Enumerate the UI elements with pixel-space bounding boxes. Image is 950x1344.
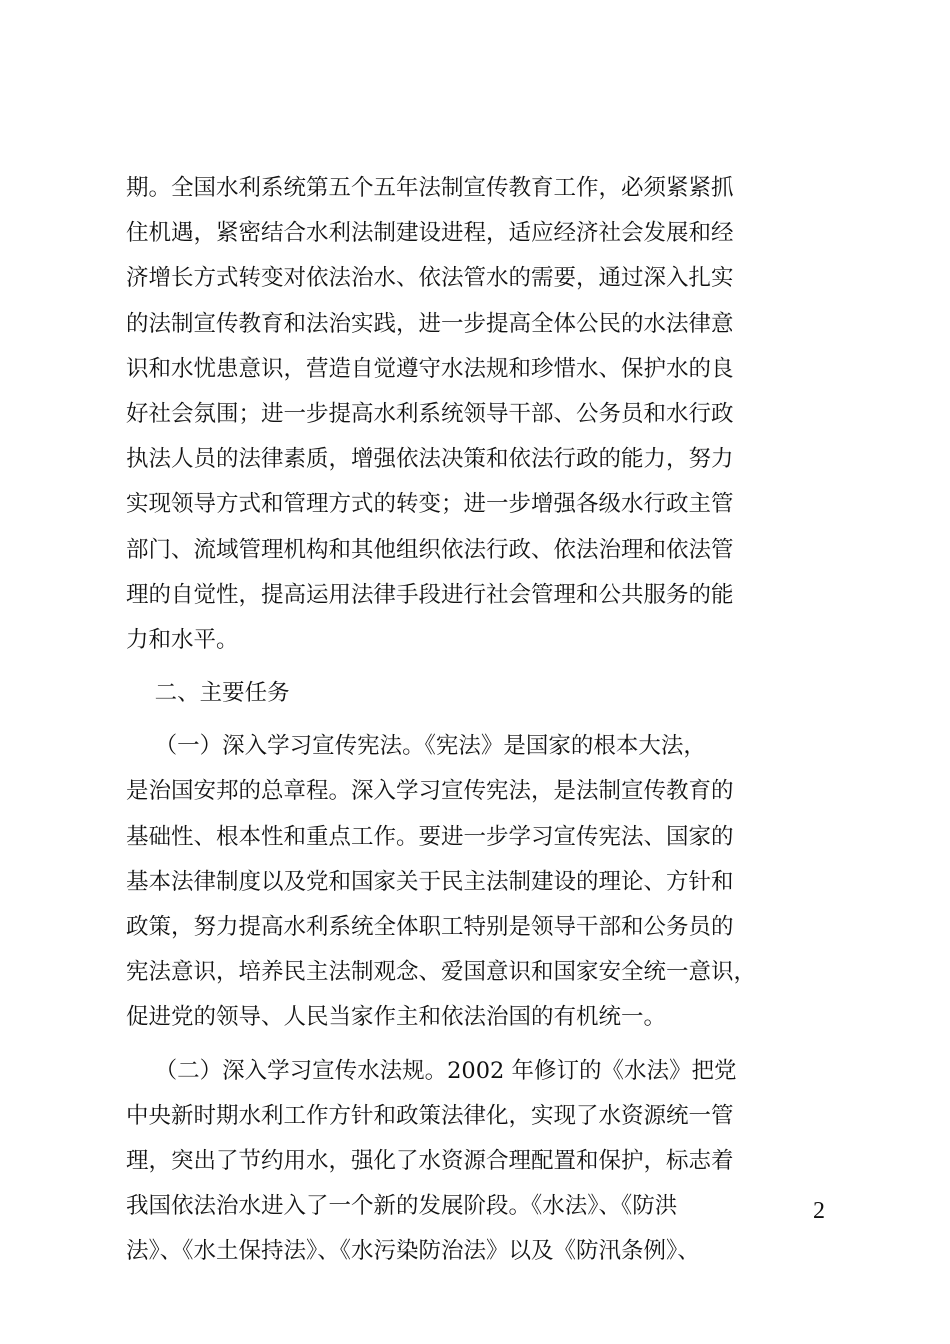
page-number: 2 [813, 1198, 825, 1224]
text-line: 基本法律制度以及党和国家关于民主法制建设的理论、方针和 [126, 868, 734, 895]
text-line: 的法制宣传教育和法治实践，进一步提高全体公民的水法律意 [126, 310, 734, 337]
text-line: 识和水忧患意识，营造自觉遵守水法规和珍惜水、保护水的良 [126, 355, 734, 382]
text-line: 理，突出了节约用水，强化了水资源合理配置和保护，标志着 [126, 1147, 734, 1174]
section-heading [126, 671, 826, 716]
text-line: 政策，努力提高水利系统全体职工特别是领导干部和公务员的 [126, 914, 734, 940]
body-text [126, 166, 826, 1275]
text-line: 法》、《水土保持法》、《水污染防治法》以及《防汛条例》、 [126, 1238, 700, 1265]
text-line: 好社会氛围；进一步提高水利系统领导干部、公务员和水行政 [126, 400, 734, 427]
paragraph-goals [126, 166, 826, 663]
text-line: 住机遇，紧密结合水利法制建设进程，适应经济社会发展和经 [126, 220, 734, 247]
text-line: 济增长方式转变对依法治水、依法管水的需要，通过深入扎实 [126, 265, 734, 292]
text-line: 促进党的领导、人民当家作主和依法治国的有机统一。 [126, 1004, 667, 1031]
text-line: 部门、流域管理机构和其他组织依法行政、依法治理和依法管 [126, 536, 734, 563]
text-line: 执法人员的法律素质，增强依法决策和依法行政的能力，努力 [126, 446, 734, 473]
paragraph-constitution [126, 724, 826, 1040]
text-line: 期。全国水利系统第五个五年法制宣传教育工作，必须紧紧抓 [126, 175, 734, 201]
text-line: 实现领导方式和管理方式的转变；进一步增强各级水行政主管 [126, 491, 734, 518]
text-line: 是治国安邦的总章程。深入学习宣传宪法，是法制宣传教育的 [126, 778, 734, 805]
text-line: 宪法意识，培养民主法制观念、爱国意识和国家安全统一意识， [126, 959, 757, 986]
text-line: 基础性、根本性和重点工作。要进一步学习宣传宪法、国家的 [126, 823, 734, 850]
text-line: （二）深入学习宣传水法规。2002 年修订的《水法》把党 [126, 1057, 737, 1084]
text-line: 理的自觉性，提高运用法律手段进行社会管理和公共服务的能 [126, 581, 734, 608]
text-line: （一）深入学习宣传宪法。《宪法》是国家的根本大法， [126, 733, 706, 760]
text-line: 中央新时期水利工作方针和政策法律化，实现了水资源统一管 [126, 1102, 734, 1129]
text-line: 我国依法治水进入了一个新的发展阶段。《水法》、《防洪 [126, 1193, 678, 1220]
text-line: 力和水平。 [126, 626, 239, 653]
section-heading-text: 二、主要任务 [126, 680, 290, 707]
paragraph-water-law [126, 1049, 826, 1275]
